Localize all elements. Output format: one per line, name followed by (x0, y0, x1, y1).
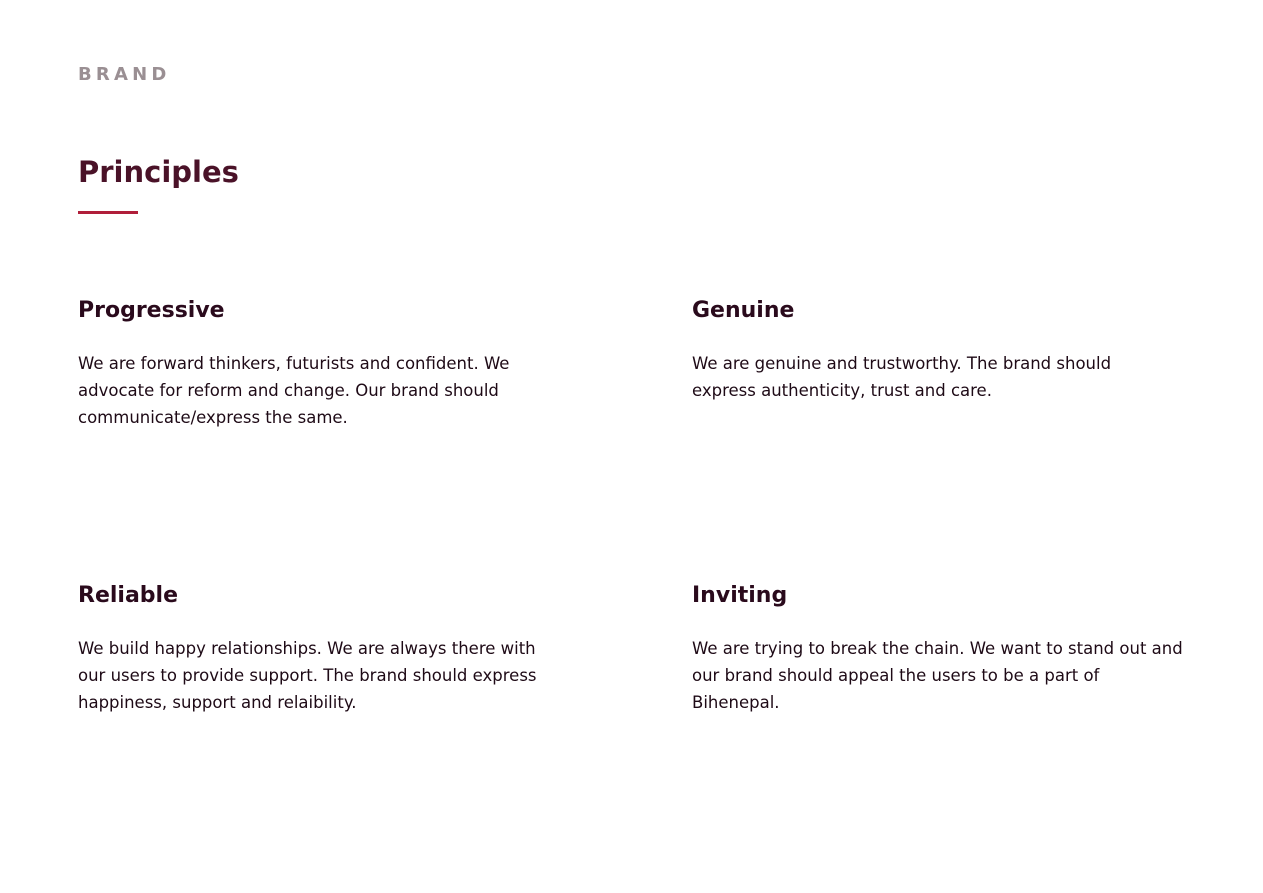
principle-heading: Reliable (78, 583, 178, 608)
principle-genuine (692, 296, 1172, 404)
principle-body: We are forward thinkers, futurists and confident. We advocate for reform and change. Our brand should communicate/express the same. (78, 354, 510, 427)
principle-body: We are genuine and trustworthy. The brand should express authenticity, trust and care. (692, 354, 1112, 400)
principle-heading: Inviting (692, 583, 788, 608)
principle-heading: Progressive (78, 298, 225, 323)
principle-body: We are trying to break the chain. We want to stand out and our brand should appeal the users to be a part of Bihenepal. (692, 639, 1183, 712)
principle-heading: Genuine (692, 298, 795, 323)
principle-body: We build happy relationships. We are always there with our users to provide support. The brand should express happiness, support and relaibility. (78, 639, 537, 712)
brand-label: BRAND (78, 64, 171, 85)
principle-reliable (78, 581, 558, 716)
page-title: Principles (78, 155, 239, 189)
title-underline (78, 211, 138, 214)
principle-progressive (78, 296, 558, 431)
principle-inviting (692, 581, 1192, 716)
